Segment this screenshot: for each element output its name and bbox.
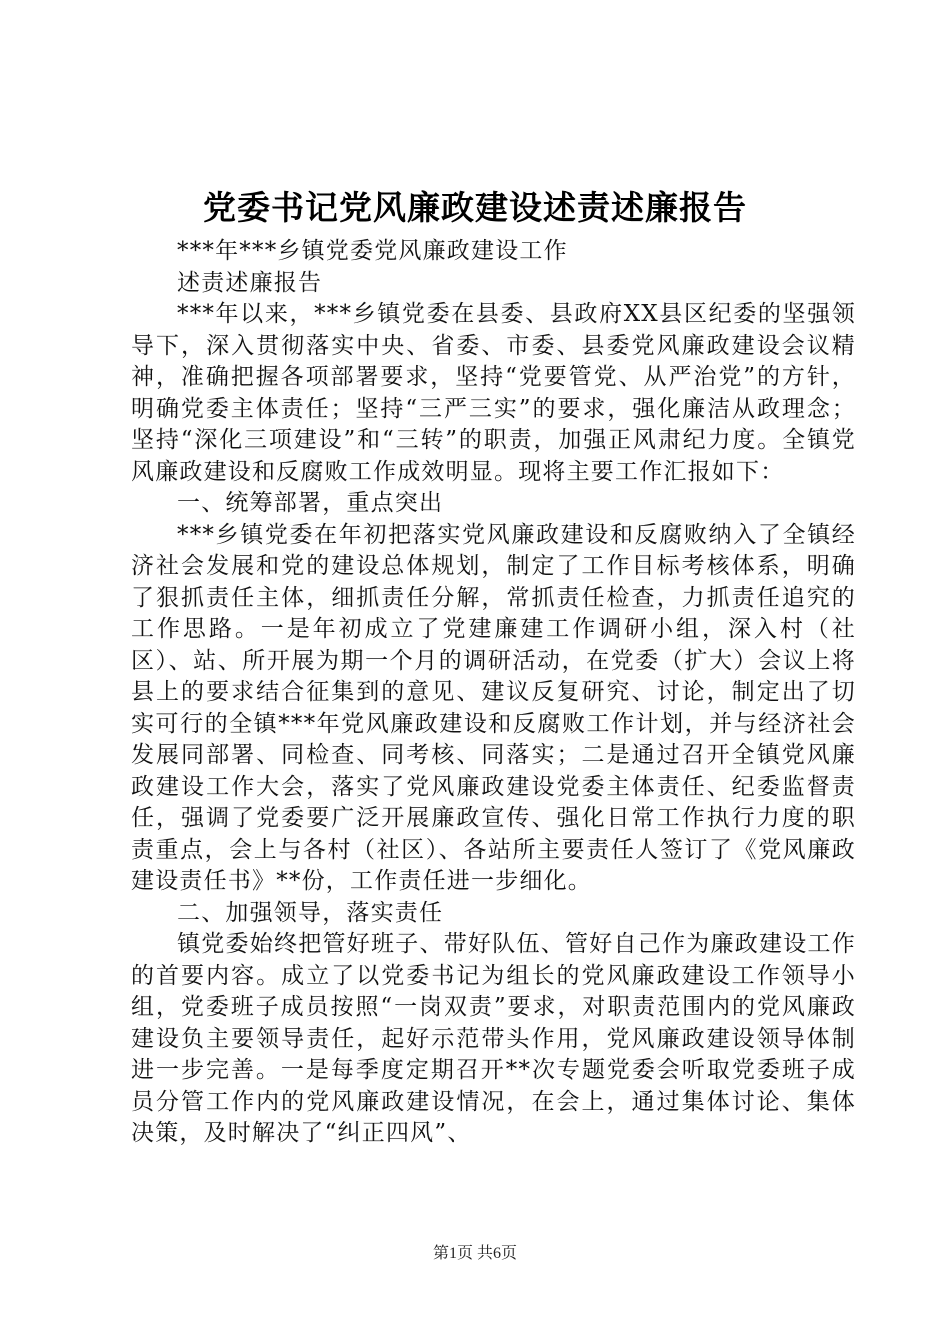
- paragraph-report-heading-line2: 述责述廉报告: [177, 269, 323, 296]
- paragraph-report-heading-line1: ***年***乡镇党委党风廉政建设工作: [177, 238, 568, 264]
- document-body: [131, 236, 856, 1150]
- paragraph-section-1: ***乡镇党委在年初把落实党风廉政建设和反腐败纳入了全镇经济社会发展和党的建设总体规划，制定了工作目标考核体系，明确了狠抓责任主体，细抓责任分解，常抓责任检查，力抓责任追究的工作思路。一是年初成立了党建廉建工作调研小组，深入村（社区）、站、所开展为期一个月的调研活动，在党委（扩大）会议上将县上的要求结合征集到的意见、建议反复研究、讨论，制定出了切实可行的全镇***年党风廉政建设和反腐败工作计划，并与经济社会发展同部署、同检查、同考核、同落实；二是通过召开全镇党风廉政建设工作大会，落实了党风廉政建设党委主体责任、纪委监督责任，强调了党委要广泛开展廉政宣传、强化日常工作执行力度的职责重点，会上与各村（社区）、各站所主要责任人签订了《党风廉政建设责任书》**份，工作责任进一步细化。: [131, 521, 856, 894]
- paragraph-introduction: ***年以来，***乡镇党委在县委、县政府XX县区纪委的坚强领导下，深入贯彻落实中央、省委、市委、县委党风廉政建设会议精神，准确把握各项部署要求，坚持“党要管党、从严治党”的方针，明确党委主体责任；坚持“三严三实”的要求，强化廉洁从政理念；坚持“深化三项建设”和“三转”的职责，加强正风肃纪力度。全镇党风廉政建设和反腐败工作成效明显。现将主要工作汇报如下：: [131, 301, 856, 485]
- paragraph-section-2: 镇党委始终把管好班子、带好队伍、管好自己作为廉政建设工作的首要内容。成立了以党委书记为组长的党风廉政建设工作领导小组，党委班子成员按照“一岗双责”要求，对职责范围内的党风廉政建设负主要领导责任，起好示范带头作用，党风廉政建设领导体制进一步完善。一是每季度定期召开**次专题党委会听取党委班子成员分管工作内的党风廉政建设情况，在会上，通过集体讨论、集体决策，及时解决了“纠正四风”、: [131, 931, 856, 1146]
- section-heading-1: 一、统筹部署，重点突出: [177, 490, 444, 516]
- page-number-footer: 第1页 共6页: [432, 1245, 517, 1262]
- section-heading-2: 二、加强领导，落实责任: [177, 899, 444, 926]
- document-title: 党委书记党风廉政建设述责述廉报告: [203, 188, 747, 227]
